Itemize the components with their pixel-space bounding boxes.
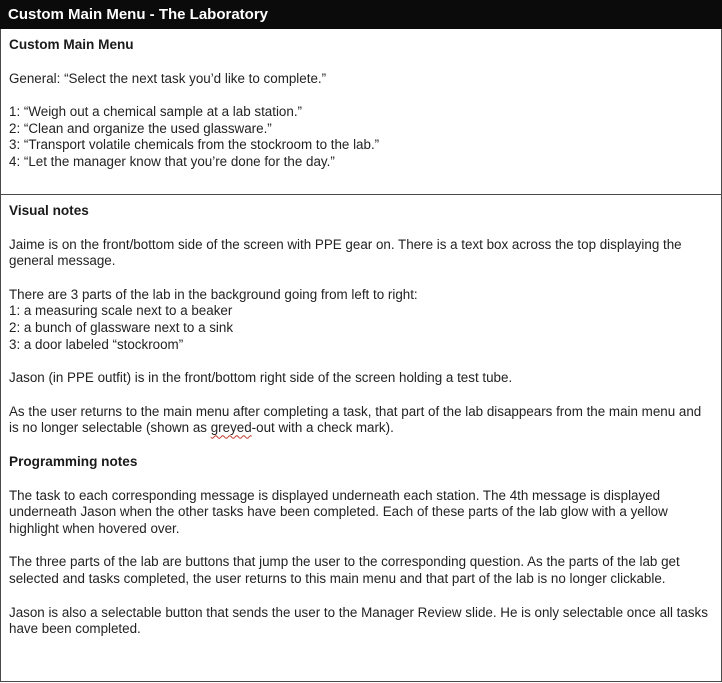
programming-notes-paragraph-2: The three parts of the lab are buttons that jump the user to the corresponding question. As the parts of the lab get selected and tasks completed, the user returns to this main menu and that part of the lab is no longer clickable. xyxy=(9,554,680,586)
document-title-bar: Custom Main Menu - The Laboratory xyxy=(0,0,722,29)
visual-notes-list-item-2: 2: a bunch of glassware next to a sink xyxy=(9,319,234,335)
programming-notes-paragraph-1: The task to each corresponding message is displayed underneath each station. The 4th message is displayed underneath Jason when the other tasks have been completed. Each of these parts of the lab glow with a yellow highlight when hovered over. xyxy=(9,487,668,536)
menu-item-2: 2: “Clean and organize the used glassware.” xyxy=(9,120,272,136)
visual-notes-heading: Visual notes xyxy=(9,203,89,218)
menu-item-3: 3: “Transport volatile chemicals from the stockroom to the lab.” xyxy=(9,137,380,153)
spellcheck-underlined-word: greyed xyxy=(210,420,252,436)
visual-notes-p4-before: As the user returns to the main menu after completing a task, that part of the lab disappears from the main menu and is no longer selectable (shown as xyxy=(9,403,702,436)
general-message: General: “Select the next task you’d like to complete.” xyxy=(9,70,327,86)
custom-main-menu-heading: Custom Main Menu xyxy=(9,37,134,52)
programming-notes-heading: Programming notes xyxy=(9,453,138,469)
visual-notes-paragraph-4 xyxy=(9,404,713,437)
visual-notes-p4-after: -out with a check mark). xyxy=(251,420,394,436)
visual-notes-list-item-3: 3: a door labeled “stockroom” xyxy=(9,336,184,352)
custom-main-menu-cell xyxy=(1,29,721,195)
visual-notes-paragraph-1: Jaime is on the front/bottom side of the screen with PPE gear on. There is a text box across the top displaying the general message. xyxy=(9,236,682,269)
menu-item-4: 4: “Let the manager know that you’re done for the day.” xyxy=(9,153,335,169)
visual-notes-paragraph-3: Jason (in PPE outfit) is in the front/bottom right side of the screen holding a test tube. xyxy=(9,370,513,386)
notes-table xyxy=(0,29,722,682)
visual-notes-list-intro: There are 3 parts of the lab in the background going from left to right: xyxy=(9,286,418,302)
visual-notes-list-item-1: 1: a measuring scale next to a beaker xyxy=(9,303,233,319)
notes-cell xyxy=(1,195,721,681)
menu-item-1: 1: “Weigh out a chemical sample at a lab station.” xyxy=(9,104,303,120)
programming-notes-paragraph-3: Jason is also a selectable button that sends the user to the Manager Review slide. He is only selectable once all tasks have been completed. xyxy=(9,604,708,637)
